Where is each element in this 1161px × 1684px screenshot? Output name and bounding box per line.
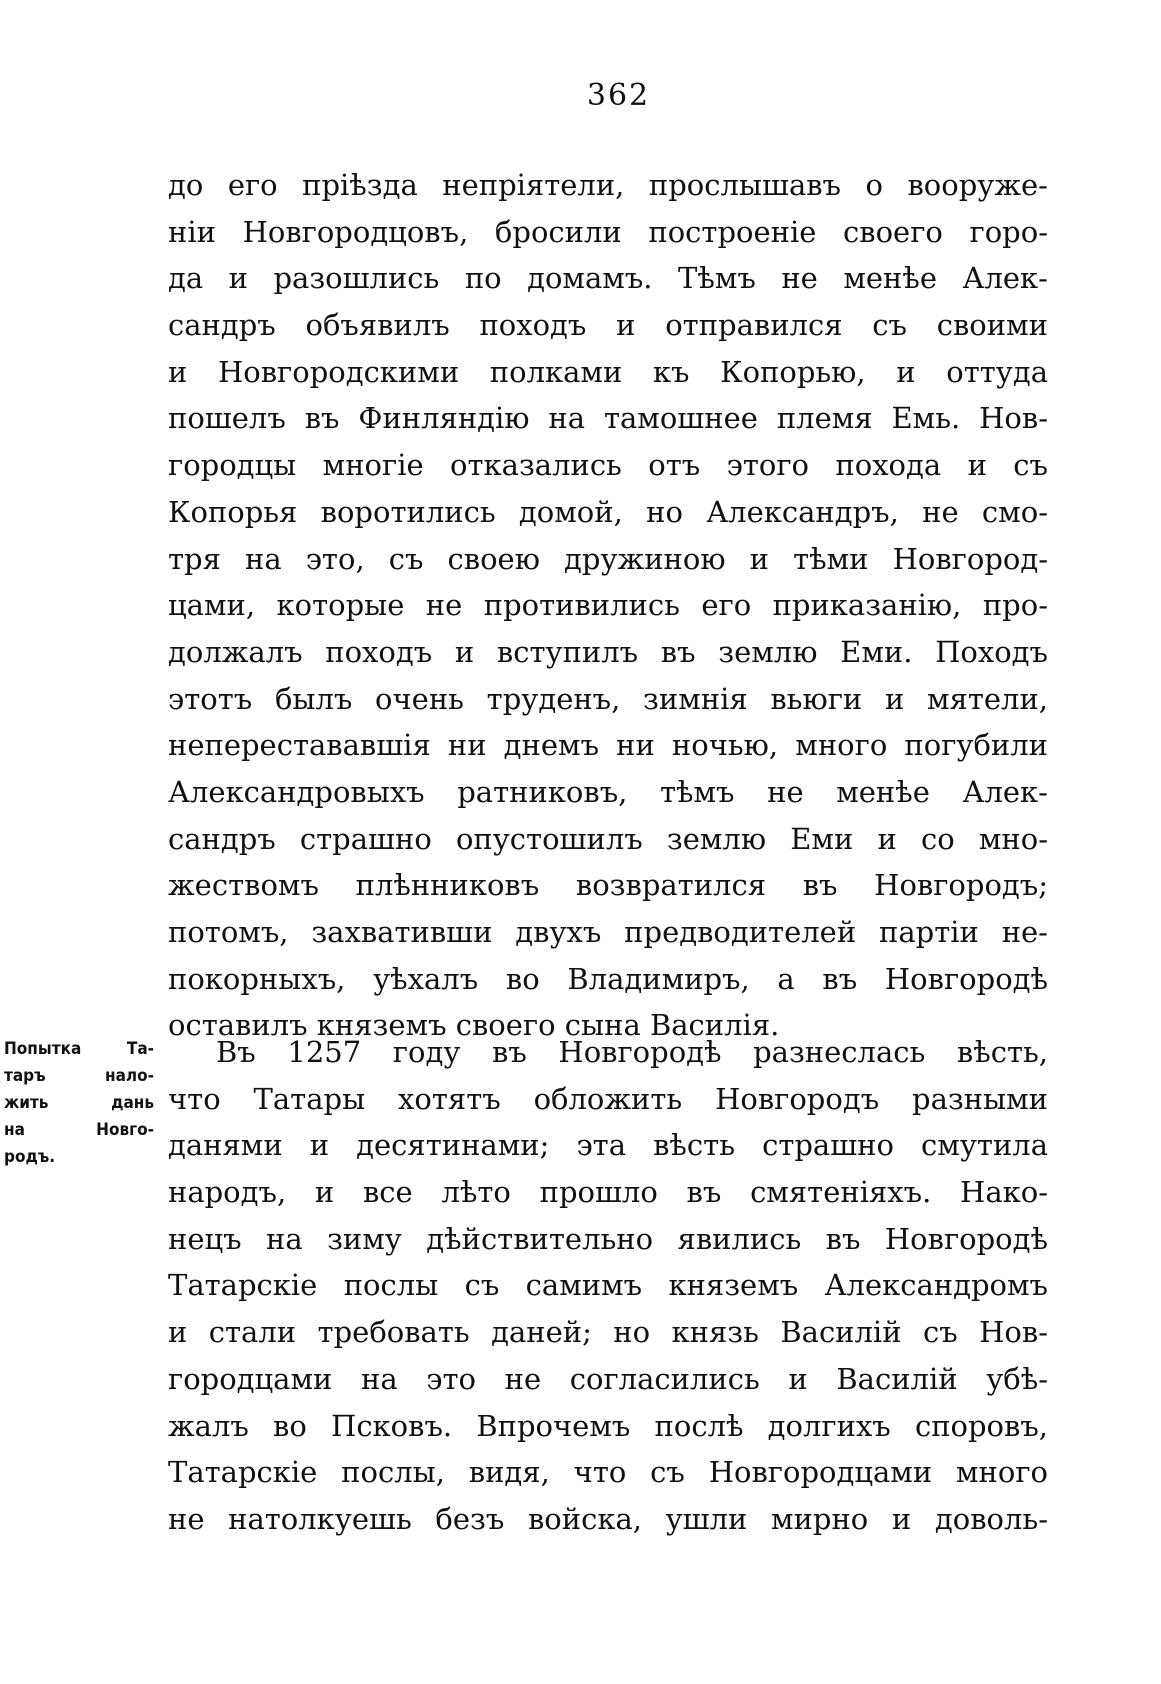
text-line: покорныхъ, уѣхалъ во Владимиръ, а въ Новгородѣ [168, 961, 1048, 996]
text-line: оставилъ княземъ своего сына Василiя. [168, 1008, 780, 1043]
text-line: неперестававшiя ни днемъ ни ночью, много погубили [168, 728, 1048, 763]
text-line: народъ, и все лѣто прошло въ смятенiяхъ. Нако- [168, 1175, 1048, 1210]
text-line: должалъ походъ и вступилъ въ землю Еми. Походъ [168, 634, 1048, 669]
text-line: тря на это, съ своею дружиною и тѣми Новгород- [168, 541, 1048, 576]
text-line: и Новгородскими полками къ Копорью, и оттуда [168, 354, 1048, 389]
text-line: сандръ объявилъ походъ и отправился съ своими [168, 308, 1048, 343]
text-line: что Татары хотятъ обложить Новгородъ разными [168, 1081, 1048, 1116]
margin-note-line: таръ нало- [4, 1066, 154, 1086]
text-line: Татарскiе послы, видя, что съ Новгородцами много [168, 1455, 1048, 1490]
paragraph-2 [168, 1029, 1048, 1543]
text-line: нецъ на зиму дѣйствительно явились въ Новгородѣ [168, 1221, 1048, 1256]
margin-note-line: на Новго- [4, 1120, 154, 1140]
text-line: сандръ страшно опустошилъ землю Еми и со мно- [168, 821, 1048, 856]
text-line: городцы многiе отказались отъ этого похода и съ [168, 448, 1048, 483]
text-line: не натолкуешь безъ войска, ушли мирно и доволь- [168, 1501, 1048, 1536]
margin-note-line: Попытка Та- [4, 1039, 154, 1059]
text-line: городцами на это не согласились и Василiй убѣ- [168, 1361, 1048, 1396]
margin-note [4, 1036, 154, 1171]
text-line: Татарскiе послы съ самимъ княземъ Александромъ [168, 1268, 1048, 1303]
text-line: этотъ былъ очень труденъ, зимнiя вьюги и мятели, [168, 681, 1048, 716]
text-line: да и разошлись по домамъ. Тѣмъ не менѣе Алек- [168, 261, 1048, 296]
text-line: пошелъ въ Финляндiю на тамошнее племя Емь. Нов- [168, 401, 1048, 436]
margin-note-line: жить дань [4, 1093, 154, 1113]
text-line: жествомъ плѣнниковъ возвратился въ Новгородъ; [168, 868, 1048, 903]
page-number: 362 [586, 78, 651, 113]
text-line: Александровыхъ ратниковъ, тѣмъ не менѣе Алек- [168, 774, 1048, 809]
text-line: нiи Новгородцовъ, бросили построенiе своего горо- [168, 214, 1048, 249]
text-line: Въ 1257 году въ Новгородѣ разнеслась вѣсть, [216, 1035, 1048, 1069]
text-line: цами, которые не противились его приказанiю, про- [168, 588, 1048, 623]
text-line: потомъ, захвативши двухъ предводителей партiи не- [168, 915, 1048, 949]
margin-note-line: родъ. [4, 1147, 56, 1167]
text-line: и стали требовать даней; но князь Василiй съ Нов- [168, 1315, 1048, 1350]
text-line: Копорья воротились домой, но Александръ, не смо- [168, 494, 1048, 529]
text-line: до его прiѣзда непрiятели, прослышавъ о вооруже- [168, 168, 1048, 202]
text-line: жалъ во Псковъ. Впрочемъ послѣ долгихъ споровъ, [168, 1408, 1048, 1443]
paragraph-1 [168, 162, 1048, 1049]
text-line: данями и десятинами; эта вѣсть страшно смутила [168, 1128, 1048, 1163]
